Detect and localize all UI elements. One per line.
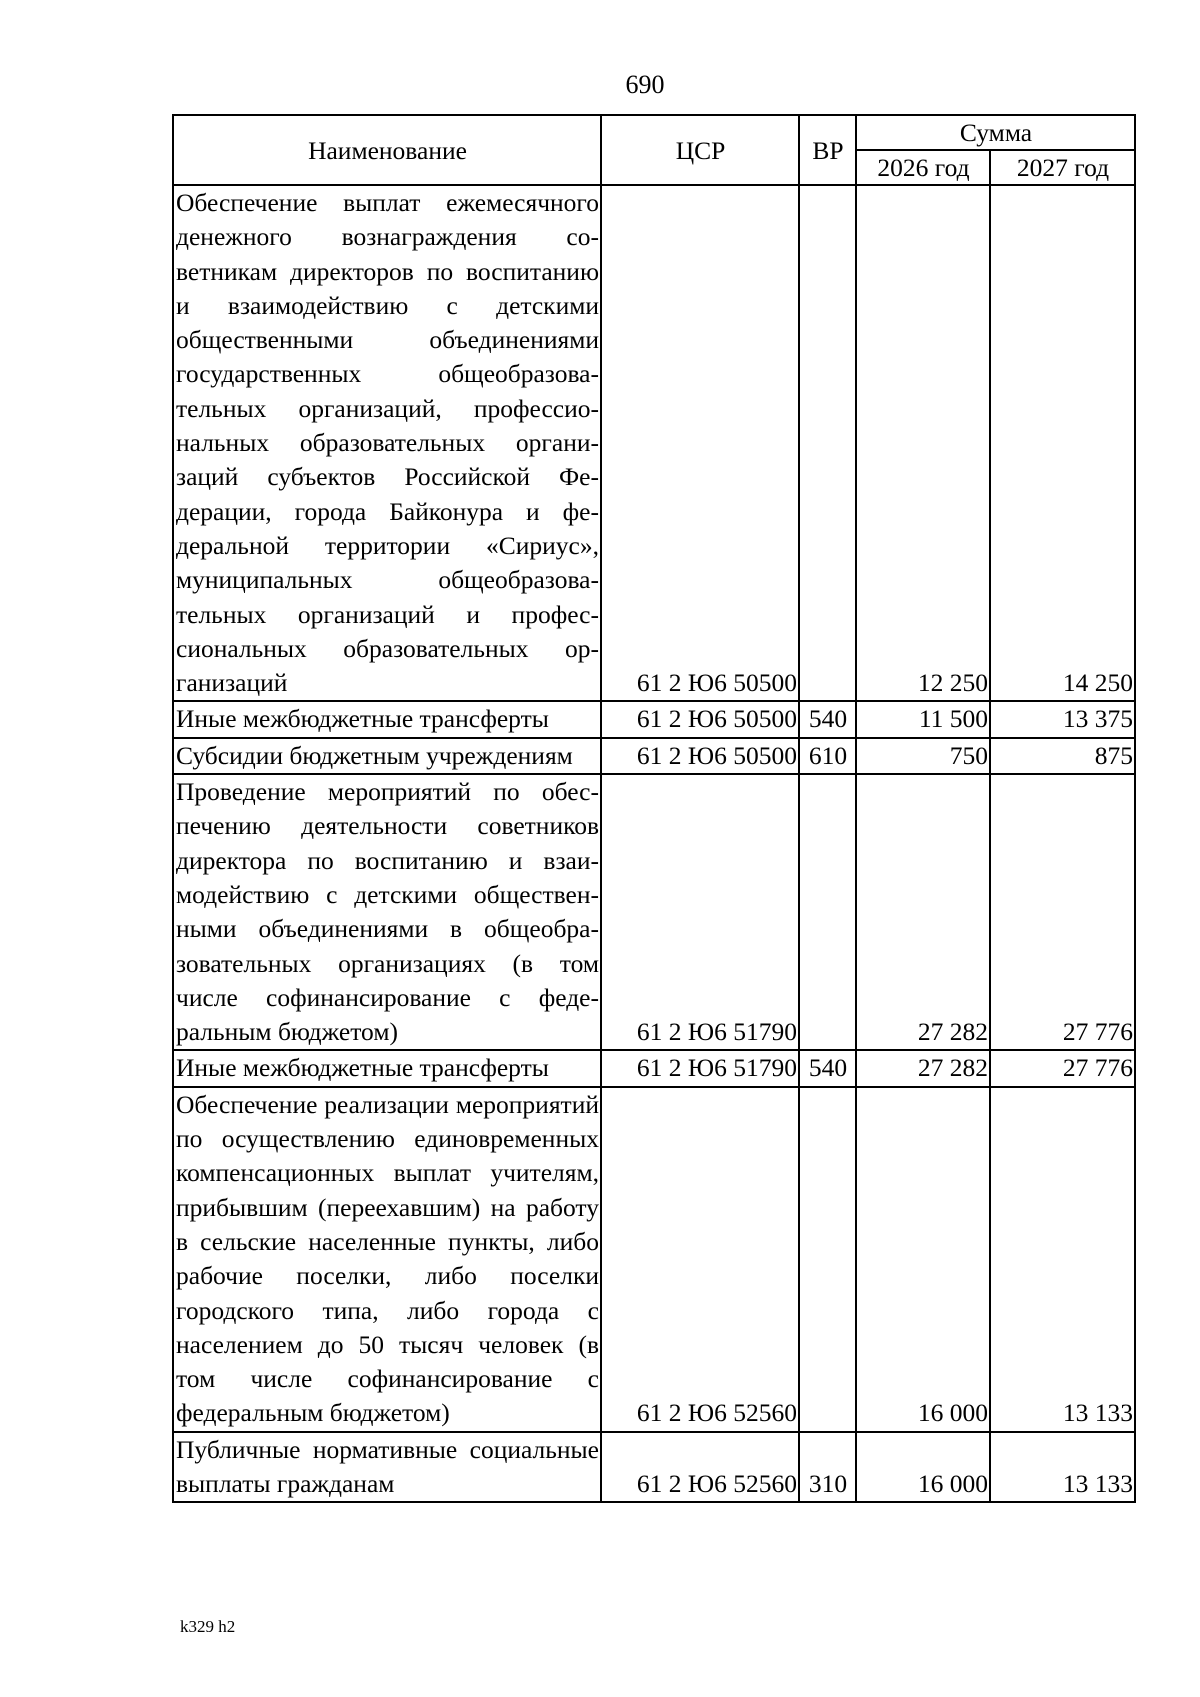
row-sum-2027: 14 250 [990, 185, 1135, 701]
row-name: Иные межбюджетные трансферты [173, 701, 601, 737]
header-vr: ВР [799, 115, 856, 185]
row-sum-2026: 16 000 [856, 1432, 990, 1503]
row-csr: 61 2 Ю6 51790 [601, 774, 799, 1050]
row-name: Обеспечение реализации мероприятий по осуществлению единовременных компенсационных выплат учителям, прибывшим (переехавшим) на работу в сельские населенные пункты, либо рабочие поселки, либо поселки городского типа, либо города с населением до 50 тысяч человек (в том числе софинансирование с федеральным бюджетом) [173, 1087, 601, 1432]
row-sum-2027: 13 133 [990, 1087, 1135, 1432]
row-vr [799, 1087, 856, 1432]
table-row [173, 185, 1135, 701]
header-year-2027: 2027 год [990, 150, 1135, 185]
row-vr: 540 [799, 1050, 856, 1086]
row-sum-2027: 27 776 [990, 774, 1135, 1050]
table-row [173, 774, 1135, 1050]
row-name: Проведение мероприятий по обеспечению деятельности советников директора по воспитанию и взаимодействию с детскими общественными объединениями в общеобразовательных организациях (в том числе софинансирование с федеральным бюджетом) [173, 774, 601, 1050]
row-csr: 61 2 Ю6 51790 [601, 1050, 799, 1086]
row-csr: 61 2 Ю6 50500 [601, 738, 799, 774]
row-csr: 61 2 Ю6 52560 [601, 1432, 799, 1503]
row-csr: 61 2 Ю6 50500 [601, 185, 799, 701]
table-row [173, 701, 1135, 737]
row-sum-2027: 875 [990, 738, 1135, 774]
table-row [173, 738, 1135, 774]
row-sum-2026: 11 500 [856, 701, 990, 737]
header-name: Наименование [173, 115, 601, 185]
row-sum-2027: 13 375 [990, 701, 1135, 737]
table-row [173, 1050, 1135, 1086]
table-row [173, 1087, 1135, 1432]
budget-table [172, 114, 1136, 1503]
row-sum-2026: 12 250 [856, 185, 990, 701]
header-sum: Сумма [856, 115, 1135, 150]
row-sum-2026: 16 000 [856, 1087, 990, 1432]
table-row [173, 1432, 1135, 1503]
header-year-2026: 2026 год [856, 150, 990, 185]
row-vr: 540 [799, 701, 856, 737]
row-sum-2026: 27 282 [856, 1050, 990, 1086]
row-name: Иные межбюджетные трансферты [173, 1050, 601, 1086]
row-sum-2027: 27 776 [990, 1050, 1135, 1086]
table-header [173, 115, 1135, 185]
row-vr: 310 [799, 1432, 856, 1503]
row-sum-2027: 13 133 [990, 1432, 1135, 1503]
row-vr [799, 774, 856, 1050]
page-number: 690 [625, 70, 665, 99]
footer-code: k329 h2 [180, 1617, 236, 1636]
header-csr: ЦСР [601, 115, 799, 185]
row-vr [799, 185, 856, 701]
row-csr: 61 2 Ю6 50500 [601, 701, 799, 737]
row-name: Субсидии бюджетным учреждениям [173, 738, 601, 774]
row-sum-2026: 27 282 [856, 774, 990, 1050]
row-name: Публичные нормативные социальные выплаты гражданам [173, 1432, 601, 1503]
row-vr: 610 [799, 738, 856, 774]
row-csr: 61 2 Ю6 52560 [601, 1087, 799, 1432]
row-name: Обеспечение выплат ежемесячного денежного вознаграждения советникам директоров по воспитанию и взаимодействию с детскими общественными объединениями государственных общеобразовательных организаций, профессиональных образовательных организаций субъектов Российской Федерации, города Байконура и федеральной территории «Сириус», муниципальных общеобразовательных организаций и профессиональных образовательных организаций [173, 185, 601, 701]
row-sum-2026: 750 [856, 738, 990, 774]
